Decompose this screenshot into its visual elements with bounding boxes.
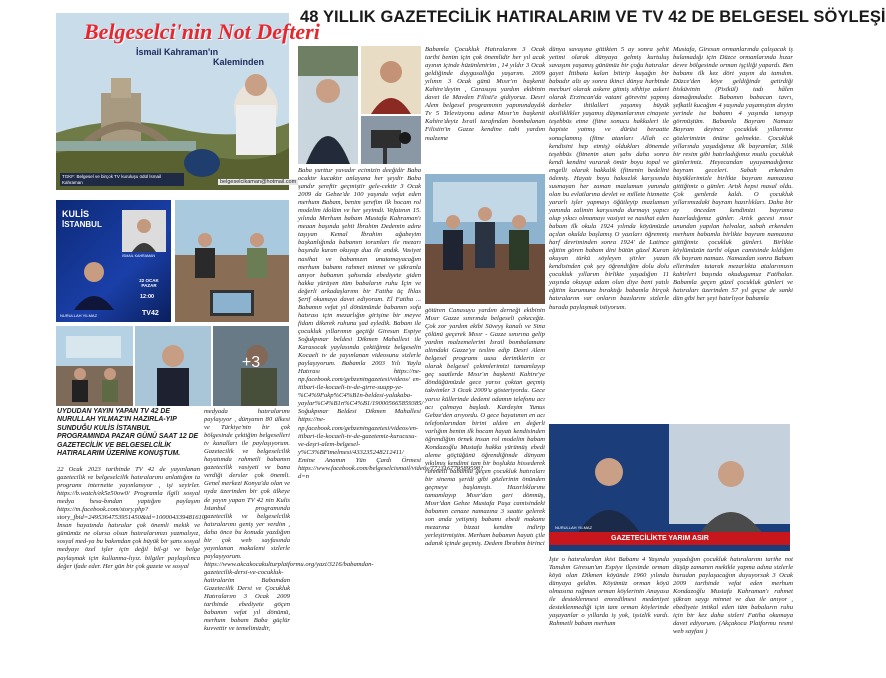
article-column-f-text: Mustafa, Giresun ormanlarında çalışacak iş bulamadığı için Düzce ormanlarında hızar devre bölgesinde orman işçiliği yapardı. Ben babamı ilk kez dört yaşım da tanıdım. Düzce'den köye geldiğinde getirdiği bisküvinin (Pisikül) tadı hâlen damağımdadır. Babamın babacan tavrı, şefkatli kucağını 4 yaşında yaşamıştım deyim yerinde ise babamı 4 yaşında tanıyıp görmüştüm. Babamla Bayram Namazı Bayram deyince çocukluk yıllarımız gözlerimizin önüne gelmekte. Çocukluk yıllarında yaşadığımız ilk bayramlar, Silik bir resim gibi hatırladığımız mutlu çocukluk günlerimiz. Heyecandan uyuyamadığımız bayram geceleri. Sabah erkenden büyüklerimizle birlikte bayram namazına gittiğimiz o günler. Artık hepsi masal oldu. Çok genlerde kaldı. O çocukluk yıllarımızdaki bayram hazırlıkları. Daha bir ay önceden kendimizi bayrama hazırladığımız günler. Artık gecesi mısır unundan yapılan helvalar, sabah erkenden merhum babamla birlikte bayram namazına gittiğimiz çocukluk günleri. Birlikte köylümüzün tarihi olgun camisinde kıldığım ilk bayram namazı. Namazdan sonra Babam ellerinden tutarak mezarlıkta atalarımızın kabirleri başında okudugumuz Fatihalar. Babamla geçen güzel çocukluk günleri ve hatıraları üzerinden 57 yıl geçse de sanki dün gibi her şeyi hatırlıyor babamla (673, 46, 793, 303)
banner-subtitle: İsmail Kahraman'ın (136, 47, 219, 57)
kulis-time: 12:00 (140, 294, 155, 300)
camera-photo-scene (361, 116, 421, 164)
photo-caption: UYDUDAN YAYIN YAPAN TV 42 DE NURULLAH YILMAZ'IN HAZIRLA-YIP SUNDUĞU KULİS İSTANBUL PROGRAMINDA PAZAR GÜNÜ SAAT 12 DE GAZETECİLİK VE BELGESELCİLİK HATIRALARIM ÜZERİNE KONUŞTUM. (57, 408, 199, 458)
article-column-b-text: medyada hatıralarımı paylaşıyor , dünyanın 80 ülkesi ve Türkiye'nin bir çok bölgesinde çektiğim belgeselleri tv kanalları ile paylaşıyorum. Gazetecilik ve belgeselcilik hayatımda rahmetli babamın gazetecilik vasiyeti ve bana verdiği dersler çok önemli. Genel merkezi Konya'da olan ve uyda üzerinden bir çok ülkeye de yayın yapan TV 42 nin Kulis İstanbul programında gazetecilik ve belgeselcilik hatıralarımı geniş yer verdim , daha önce bu konuda yazdığım bir çok web sayfasında yayınlanan makalemi sizlerle paylaşıyorum. https://www.akcakocakulturplatformu.org/yazi/3216/babamdan-gazetecilik-dersi-ve-cocukluk-hatiralarim Babamdan Gazetecilik Dersi ve Çocukluk Hatıralarım 3 Ocak 2009 tarihinde ebediyete göçen babamın vefat yıl dönümü, merhum babam Baba güçlür kuvvettir ve temelimizdir, (204, 408, 374, 633)
portrait-photo-1 (298, 46, 358, 164)
studio-photo-2 (56, 326, 133, 406)
portrait-photo-1-scene (298, 46, 358, 164)
banner-email: belgeselcikaman@hotmail.com (220, 179, 297, 185)
kulis-guest: İSMAİL KAHRAMAN (122, 254, 156, 258)
portrait-photo-2-scene (361, 46, 421, 114)
banner-title: Belgeselci'nin Not Defteri (84, 19, 320, 44)
article-headline: 48 YILLIK GAZETECİLİK HATIRALARIM VE TV 42 DE BELGESEL SÖYLEŞİ (300, 8, 886, 26)
studio-photo-4 (213, 326, 289, 406)
banner-footer-left: TGKF: Belgesel ve birçok TV kuruluşu ödül İsmail Kahraman (60, 173, 184, 186)
article-column-d2-text: götüren Canasuyu yardım derneği ekibinin Mısır Gazze sınırında belgeseli çekeceğiz. Çok zor yardım ekibi Süveyş kanalı ve Sina çölünü geçerek Mısır - Gazze sınırına gelip yardım malzemelerini İsrail bombalamanı altındaki Gazze'ye teslim edip Desri Alem belgesel programı uusu deriniklerin cı olarak belgesel çekimlerimizi tamamlayıp geç saatlerde Mısır'ın başkenti Kahire'ye döndüğümüzde gece yarısı çoktan geçmiş takvimler 3 Ocak 2009'u gösteriyordu. Gece yarısı küllerinde dedemi odamın telefonu acı acı çalmaya başladı. Kardeşim Yunus Gebze'den arıyordu. O gece hayatımın en acı telefonlarından birini aldım en değerli varlığım benim ilk hocam hayatı kendisinden öğrendiğim örnek insan rol modelim babam Kondazoğlu Mustafa hakka yürümüş ebedi aleme göçtüğünü öğrendiğimde dünyam yıkılmış kendimi tam bir boşlukta hissederek rahmetli babamla geçen çocukluk hatıraları bir sinema şeridi gibi gözlerinin önünden geçmeye başlamıştı. Hazırlıklarımı tamamlayıp Mısır'dan geri dönmüş, Mısır'dan Gebze Mustafa Paşa camisindeki babamın cenaze namazına 3 saatte gelerek son anda yetişmiş babamı ebedi makamı mezarına bizzat kendim indirip yerleştirmiştim. Merhum babamın hayatı çile adanık içinde geçmiş. Dedem İbrahim birinci (425, 307, 545, 548)
article-column-e2 (549, 556, 669, 674)
kulis-date: 22 OCAK PAZAR (139, 278, 159, 288)
camera-photo (361, 116, 421, 164)
article-column-c-text: Baba yurttur yuvadır ecimizin deeğidir Baba ocaktır kucaktır anlayana her şeydir Baba şandır şereftir geçmiştir gele-cektir 3 Ocak 2009 da Gebze'de 100 yaşında vefat eden merhum Babam, benim şerefim ilk hocam rol modelim idolüm ve her şeyimdi. Vefatının 15. yılında Merhum babam Mustafa Kahraman'ı meaan başında şehit İbrahim Dedemin adını taşıyan Kemal İbrahim ağabeyim başkanlığında babamın torunları ile mezarı başında kuran okuyup dua ile andık. Vasiyet nasihat ve babamızın unutamayacağım merhum babamı rahmet minnet ve şükranla anıyor babamın şahsında ebediyete giden hakka yürüyen tüm babaların ruhu İçin ve değerli arkadaşlarımı bir Fatiha üç İhlas Şerif okumaya davet ediyorum. El Fatiha ... Babamın vefat yıl dönümünde babamın sofa hatırası için mezarlığın girişine bir meyve fidanı dikerek ruhunu şad eyledik. Babam ile çocukluk yıllarımın geçtiği Giresun Espiye Soğukpınar beldesi Dikmen Mahallesi ile Karasocak yaylasında çektiğimiz belgeselin Kocaeli tv de yayınlanan videosunu sizlerle paylaşıyorum. Babamla 2003 Yılı Yayla Hatırası https://ne-np.facebook.com/gebzeningazetesi/videos/ en-itibari-ile-kocaeli-tv-de-girre-suupp-ye-%C4%9Fukp%C4%B1n-beldesi-yalakaba-yaylar%C4%B1n%C4%B1/190005665859385/ Soğukpınar Beldesi Dikmen Mahallesi https://ne-np.facebook.com/gebzeningazetesi/videos/en-itibari-ile-kocaeli-tv-de-gazetemiz-kurucusu-ve-deşri-alem-belgesel-y%C3%BFtmelmesi/433235248212411/ Emine Anamın Yün Çardı Örmesi https://www.facebook.com/belgeselcismail/videos/772316779589598?d=n (298, 167, 484, 480)
tv-lower-third: GAZETECİLİKTE YARIM ASIR (549, 532, 790, 545)
kulis-host-photo (56, 200, 171, 322)
article-column-e (549, 46, 669, 421)
studio-photo-2-scene (56, 326, 133, 406)
article-column-f2-text: yaşadığım çocukluk hatıralarımı tarihe not düşüp zamanın mekikle yapma adına sizlerle burudan paylaşacağım duyuyorsak 3 Ocak 2009 tarihinde vefat eden merhum Kondazoğlu Mustafa Kahraman'ı rahmet şükran saygı minnet ve dua ile anıyor , ebediyete intikal eden tüm babaların ruhu için bir kez daha sizleri Fatiha okumaya davet ediyorum. (Akçakoca Platformu resmi web sayfası ) (673, 556, 793, 636)
article-column-f (673, 46, 793, 421)
kulis-host: NURULLAH YILMAZ (60, 313, 98, 318)
studio-photo-1-scene (175, 200, 289, 322)
kulis-istanbul-promo (56, 200, 171, 322)
article-column-a (57, 466, 206, 674)
article-column-f2 (673, 556, 793, 674)
banner-subtitle-2: Kaleminden (213, 57, 265, 67)
studio-photo-1 (175, 200, 289, 322)
article-column-e2-text: İşte o hatıralardan ikisi Babamı 4 Yaşında Tanıdım Giresun'un Espiye ilçesinde orman köyü olan Dikmen köyünde 1960 yılında dünyaya geldim. Köyümüz orman köyü olmasına rağmen orman köylerinin Anayasa ile desteklenmesi emredilmesi medeniyet desteklenmediği için tam orman köylerinde yaşayanlar o yıllarda iş yok, işsizlik vardı. Rahmetli babam merhum (549, 556, 669, 628)
article-column-e-text: dünya savaşına gittikten 5 ay sonra şehit yetimi olarak dünyaya gelmiş kurtuluş savaşını yaşamış günümüz bir çoğu hatıralar gayet İttibata kalan bitirip kuşağın bir babadır altı ay sonra ikinci dünya harbinde mecburi olarak askere gitmiş sihhiye askeri olarak Erzincan'da vatani görevini yapmış darbeler ihtilalleri yaşamış büyük aksiliklikler yaşamış düşmanlarının cinayete teşebbüs etme (fitne sonucu hakkaleri ile hapiste yatmış ve dürüst beraatte sonuçlanmış (fitne atanları Allah cc kendisini hep etmiş) oldukları dönemde teşebbüs (fitnenin atan şahs daha sonra kendi kendini vurarak ömür boyu topal ve engelli olarak hakkalik (fitnenin bedelini ödemiş. Hayatı boyu haksızlık karşısında susmayan her zaman mazlumun yanında olan bu evlatlarına devlet ve millete hizmette yararlı işler yapmayı öğütleyip mazlumun yanında zalimin karşısında durmayı yapıcı olup yıkıcı olmamayı vasiyet ve nasihat eden babam ilk okula 1924 yılında köyümüzde açılan okulda başlamış O yazıları öğrenmiş harf devriminden sonra 1924' de Latince eğitim gören babam dini bütün güzel Kuran okuyan türkü söyleyen şiirler yazan kendisinden çok şey öğrendiğim dolu dolu çocukluk yıllarım birlikte yaşadığım 11 yaşında okuyup adam olun diye beni yatılı eğitim kurumuna bıraktığı babamla birçok hatıralarım var onların bazılarını sizlerle burada paylaşmak istiyorum. (549, 46, 669, 311)
studio-photo-3 (135, 326, 211, 406)
tv-name-tag: NURULLAH YILMAZ (555, 525, 593, 530)
more-photos-count[interactable]: +3 (241, 354, 261, 371)
tv-broadcast-still (549, 424, 790, 551)
studio-photo-3-scene (135, 326, 211, 406)
article-column-b (204, 408, 374, 674)
portrait-photo-2 (361, 46, 421, 114)
kulis-title: KULİS (62, 209, 89, 219)
article-column-d2 (425, 307, 545, 674)
kulis-title-2: İSTANBUL (62, 220, 102, 229)
article-column-c (298, 167, 484, 674)
kulis-channel: TV42 (142, 310, 159, 317)
article-column-a-text: 22 Ocak 2023 tarihinde TV 42 de yayınlanan gazetecilik ve belgeselcilik hatıralarımı anlattığım ta programı internette yayınlanıyor , işi seyirler. https://b.watch/ek5e50ow0/ Programla ilgili sosyal medya hesa-bından yaptığım paylaşım https://m.facebook.com/story.php?story_fbid=2495364753951450&id=100004339481610 İnsan hayatında hatıralar çok önemli mekik ve günümüz ne olursa olsun hatıralarımızı yazmalıyız, sosyal med-ya bu bakımdan çok büyük bir şans sosyal medyayı özel işler için değil bil-gi ve belge paylaşmak için kullanma-lıyız. bilgiler paylaşılınca değer ifade eder. Her gün bir çok gazete ve sosyal (57, 466, 206, 570)
article-column-d (425, 46, 545, 172)
tv-studio-photo-scene (425, 174, 545, 304)
article-column-d-text: Babamla Çocukluk Hatıralarım 3 Ocak tarihi benim için çok önemlidir her yıl acak ayının içinde hüzünlenirim , 14 yıldır 3 Ocak geldiğinde duygusallığa yaşarım. 2009 yılının 3 Ocak günü Mısır'ın başkenti Kahire'deyim , Carasuyu yardım ekibinin davet ile Mavden Filisti'e gidiyoruz. Desri Alem belgesel programının yapımındaydık Tv 5 Televizyonu adına Mısır'ın başkenti Kahire'deyiz İsrail tarafından bombalanan Filistin'in Gazze kendine tabi yardım malzeme (425, 46, 545, 142)
tv-studio-photo (425, 174, 545, 304)
banner-image (56, 13, 320, 190)
